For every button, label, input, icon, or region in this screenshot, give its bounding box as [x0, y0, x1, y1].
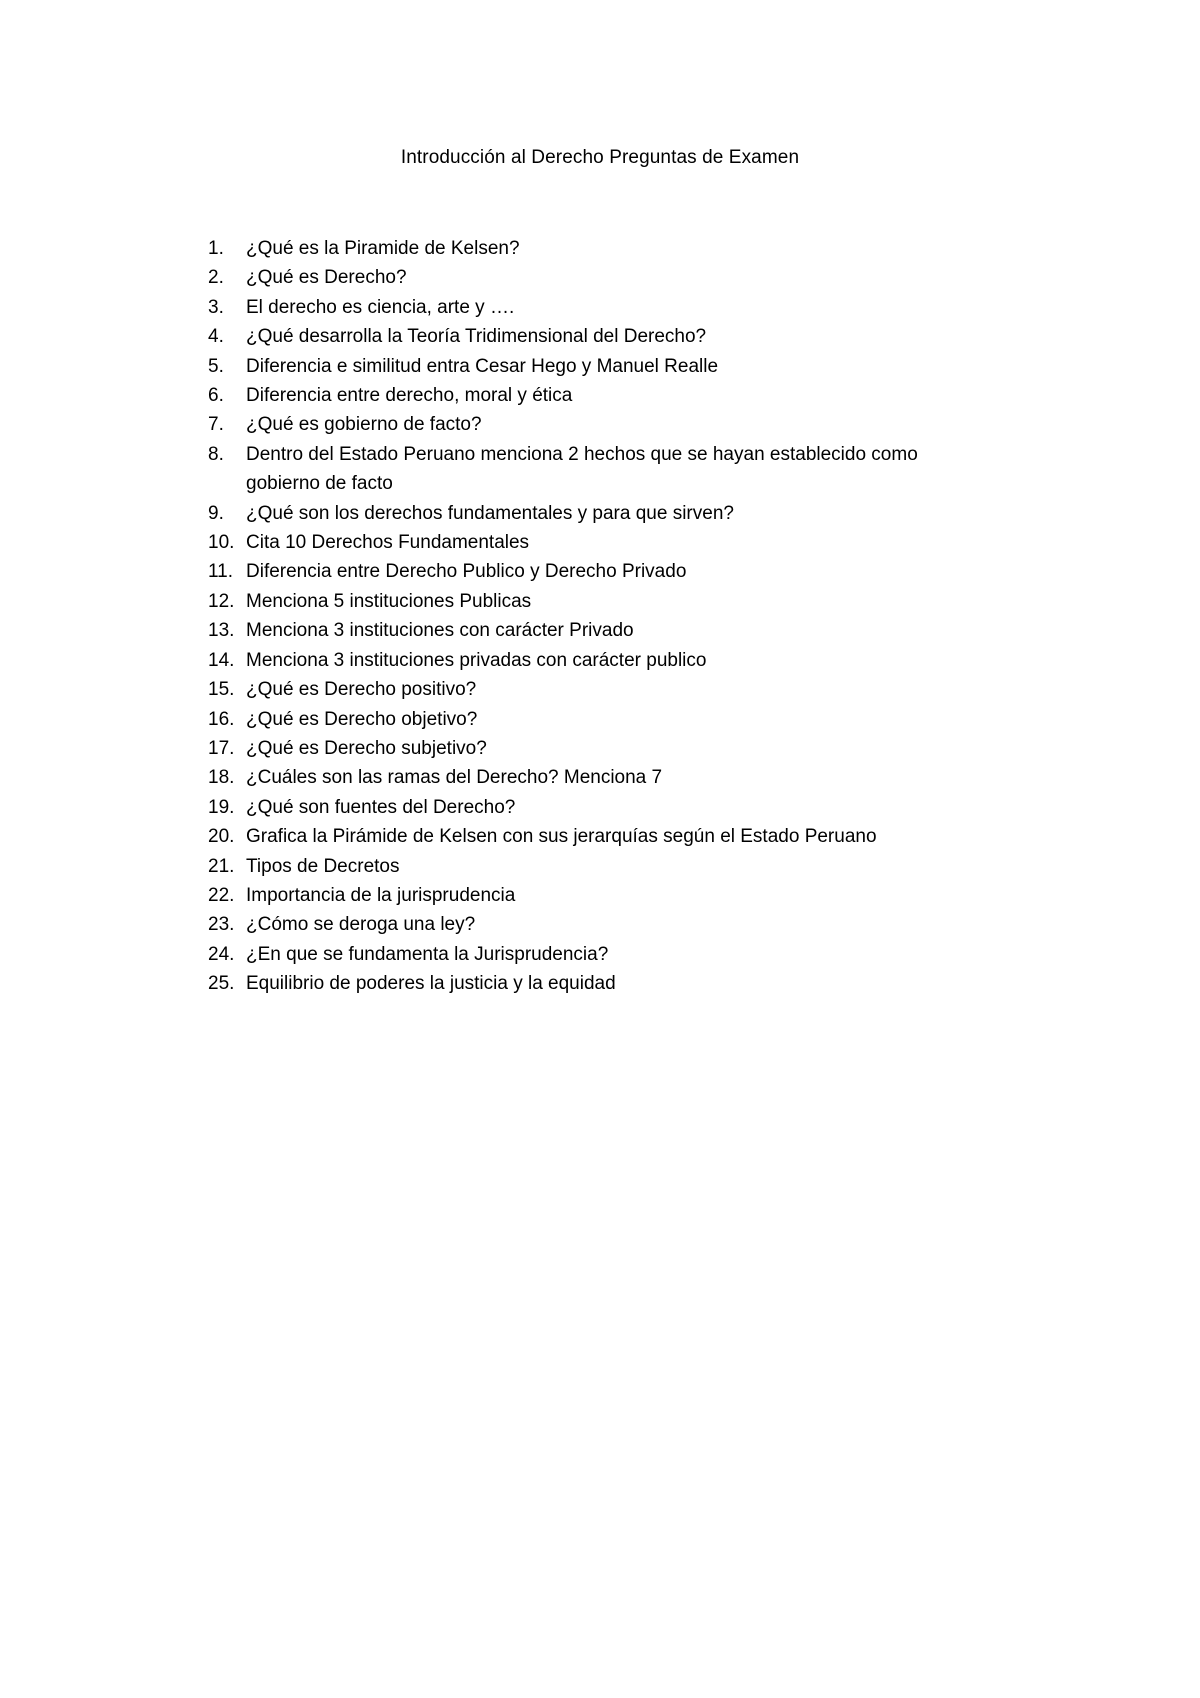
- question-text: Equilibrio de poderes la justicia y la equidad: [246, 973, 616, 995]
- question-item: [208, 675, 988, 704]
- question-text: ¿En que se fundamenta la Jurisprudencia?: [246, 943, 609, 965]
- question-number: 5.: [208, 355, 224, 377]
- question-item: [208, 352, 988, 381]
- question-number: 6.: [208, 385, 224, 407]
- question-text: ¿Qué es Derecho objetivo?: [246, 708, 478, 730]
- question-text: Cita 10 Derechos Fundamentales: [246, 532, 530, 554]
- question-text: ¿Qué es la Piramide de Kelsen?: [246, 238, 520, 259]
- question-item: [208, 499, 988, 528]
- question-item: [208, 234, 988, 263]
- question-item: [208, 410, 988, 439]
- question-number: 9.: [208, 502, 224, 524]
- question-text: Importancia de la jurisprudencia: [246, 884, 516, 906]
- question-text: ¿Cómo se deroga una ley?: [246, 914, 476, 936]
- document-title: Introducción al Derecho Preguntas de Examen: [400, 147, 800, 168]
- question-number: 11.: [208, 561, 234, 583]
- question-number: 13.: [208, 620, 235, 642]
- question-number: 1.: [208, 238, 224, 259]
- question-number: 17.: [208, 737, 235, 759]
- question-item: [208, 440, 988, 499]
- question-text: Diferencia e similitud entra Cesar Hego y Manuel Realle: [246, 355, 719, 377]
- question-item: [208, 852, 988, 881]
- question-item: [208, 381, 988, 410]
- question-item: [208, 734, 988, 763]
- question-number: 7.: [208, 414, 224, 436]
- question-number: 24.: [208, 943, 235, 965]
- question-text: ¿Qué son los derechos fundamentales y para que sirven?: [246, 502, 734, 524]
- question-number: 23.: [208, 914, 235, 936]
- question-text: Diferencia entre Derecho Publico y Derecho Privado: [246, 561, 687, 583]
- question-text: Menciona 5 instituciones Publicas: [246, 590, 532, 612]
- question-text: ¿Qué es Derecho?: [246, 267, 407, 289]
- question-number: 20.: [208, 826, 235, 848]
- question-text: Diferencia entre derecho, moral y ética: [246, 385, 573, 407]
- question-text: Dentro del Estado Peruano menciona 2 hechos que se hayan establecido como gobierno de facto: [246, 443, 918, 495]
- question-item: [208, 940, 988, 969]
- question-text: ¿Cuáles son las ramas del Derecho? Menciona 7: [246, 767, 663, 789]
- question-number: 14.: [208, 649, 235, 671]
- question-text: Tipos de Decretos: [246, 855, 400, 877]
- question-number: 19.: [208, 796, 235, 818]
- question-item: [208, 793, 988, 822]
- question-item: [208, 910, 988, 939]
- question-item: [208, 587, 988, 616]
- question-text: ¿Qué es Derecho subjetivo?: [246, 737, 487, 759]
- question-item: [208, 705, 988, 734]
- question-list: [208, 234, 988, 999]
- question-text: El derecho es ciencia, arte y ….: [246, 296, 515, 318]
- question-item: [208, 969, 988, 998]
- question-text: ¿Qué es gobierno de facto?: [246, 414, 482, 436]
- question-number: 15.: [208, 679, 235, 701]
- question-text: ¿Qué desarrolla la Teoría Tridimensional del Derecho?: [246, 326, 707, 348]
- question-text: Menciona 3 instituciones privadas con carácter publico: [246, 649, 707, 671]
- question-number: 21.: [208, 855, 235, 877]
- question-item: [208, 322, 988, 351]
- question-text: Grafica la Pirámide de Kelsen con sus jerarquías según el Estado Peruano: [246, 826, 877, 848]
- question-item: [208, 616, 988, 645]
- question-text: Menciona 3 instituciones con carácter Privado: [246, 620, 634, 642]
- question-item: [208, 293, 988, 322]
- question-number: 2.: [208, 267, 224, 289]
- question-number: 12.: [208, 590, 235, 612]
- question-item: [208, 528, 988, 557]
- question-number: 3.: [208, 296, 224, 318]
- question-text: ¿Qué es Derecho positivo?: [246, 679, 477, 701]
- question-item: [208, 646, 988, 675]
- question-item: [208, 763, 988, 792]
- question-number: 25.: [208, 973, 235, 995]
- question-number: 4.: [208, 326, 224, 348]
- question-number: 8.: [208, 443, 224, 465]
- question-item: [208, 263, 988, 292]
- question-number: 10.: [208, 532, 235, 554]
- question-text: ¿Qué son fuentes del Derecho?: [246, 796, 516, 818]
- question-number: 18.: [208, 767, 235, 789]
- question-number: 22.: [208, 884, 235, 906]
- question-number: 16.: [208, 708, 235, 730]
- question-item: [208, 822, 988, 851]
- question-item: [208, 881, 988, 910]
- question-item: [208, 557, 988, 586]
